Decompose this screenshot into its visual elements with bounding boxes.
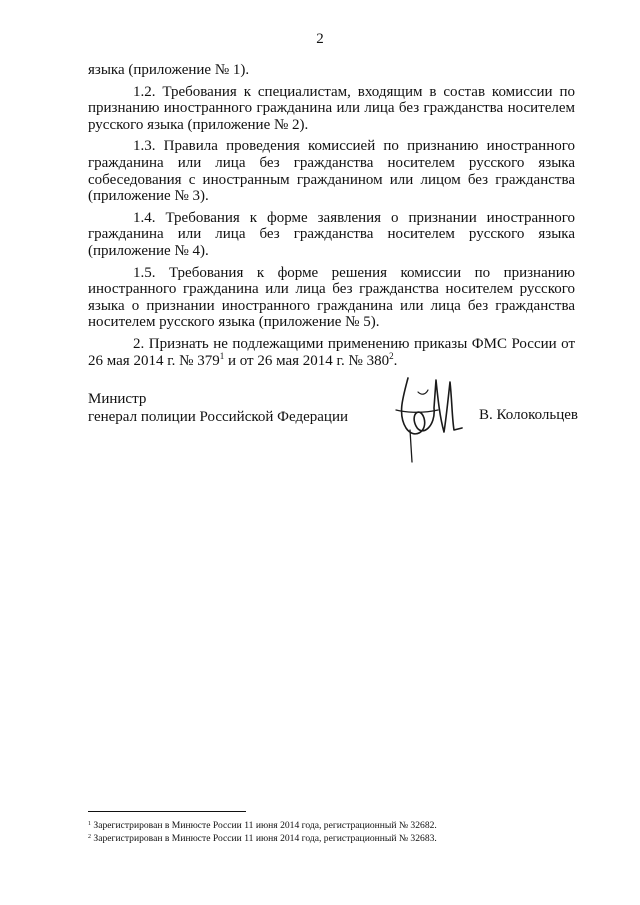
paragraph-2-text-c: . bbox=[393, 352, 398, 369]
signature-block bbox=[88, 390, 578, 480]
footnote-1 bbox=[88, 819, 568, 832]
paragraph-2 bbox=[88, 336, 575, 369]
footnote-separator bbox=[88, 811, 246, 812]
footnotes bbox=[88, 819, 568, 845]
footnote-text-1: Зарегистрирован в Минюсте России 11 июня 2014 года, регистрационный № 32682. bbox=[91, 820, 437, 831]
footnote-mark-2: 2 bbox=[88, 834, 91, 840]
paragraph-1-2: 1.2. Требования к специалистам, входящим в состав комиссии по признанию иностранного гражданина или лица без гражданства носителем русского языка (приложение № 2). bbox=[88, 83, 575, 133]
signatory-name: В. Колокольцев bbox=[479, 407, 578, 423]
paragraph-1-3: 1.3. Правила проведения комиссией по признанию иностранного гражданина или лица без гражданства носителем русского языка собеседования с иностранным гражданином или лицом без гражданства (приложение № 3). bbox=[88, 138, 575, 205]
footnote-ref-1: 1 bbox=[219, 350, 225, 361]
footnote-text-2: Зарегистрирован в Минюсте России 11 июня 2014 года, регистрационный № 32683. bbox=[91, 833, 437, 844]
footnote-mark-1: 1 bbox=[88, 821, 91, 827]
paragraph-1-5: 1.5. Требования к форме решения комиссии по признанию иностранного гражданина или лица без гражданства носителем русского языка о признании иностранного гражданина или лица без гражданства носителем русского языка (приложение № 5). bbox=[88, 264, 575, 331]
signatory-rank: генерал полиции Российской Федерации bbox=[88, 409, 349, 425]
page-number: 2 bbox=[316, 31, 324, 47]
paragraph-continuation: языка (приложение № 1). bbox=[88, 62, 250, 78]
signatory-position: Министр bbox=[88, 391, 147, 407]
paragraph-2-text-b: и от 26 мая 2014 г. № 380 bbox=[224, 352, 390, 369]
paragraph-2-text-a: 2. Признать не подлежащими применению приказы ФМС России от 26 мая 2014 г. № 379 bbox=[88, 335, 575, 369]
handwritten-signature bbox=[390, 370, 480, 465]
document-body bbox=[88, 62, 575, 374]
footnote-2 bbox=[88, 832, 568, 845]
footnote-ref-2: 2 bbox=[389, 350, 394, 361]
paragraph-1-4: 1.4. Требования к форме заявления о признании иностранного гражданина или лица без гражданства носителем русского языка (приложение № 4). bbox=[88, 209, 575, 259]
